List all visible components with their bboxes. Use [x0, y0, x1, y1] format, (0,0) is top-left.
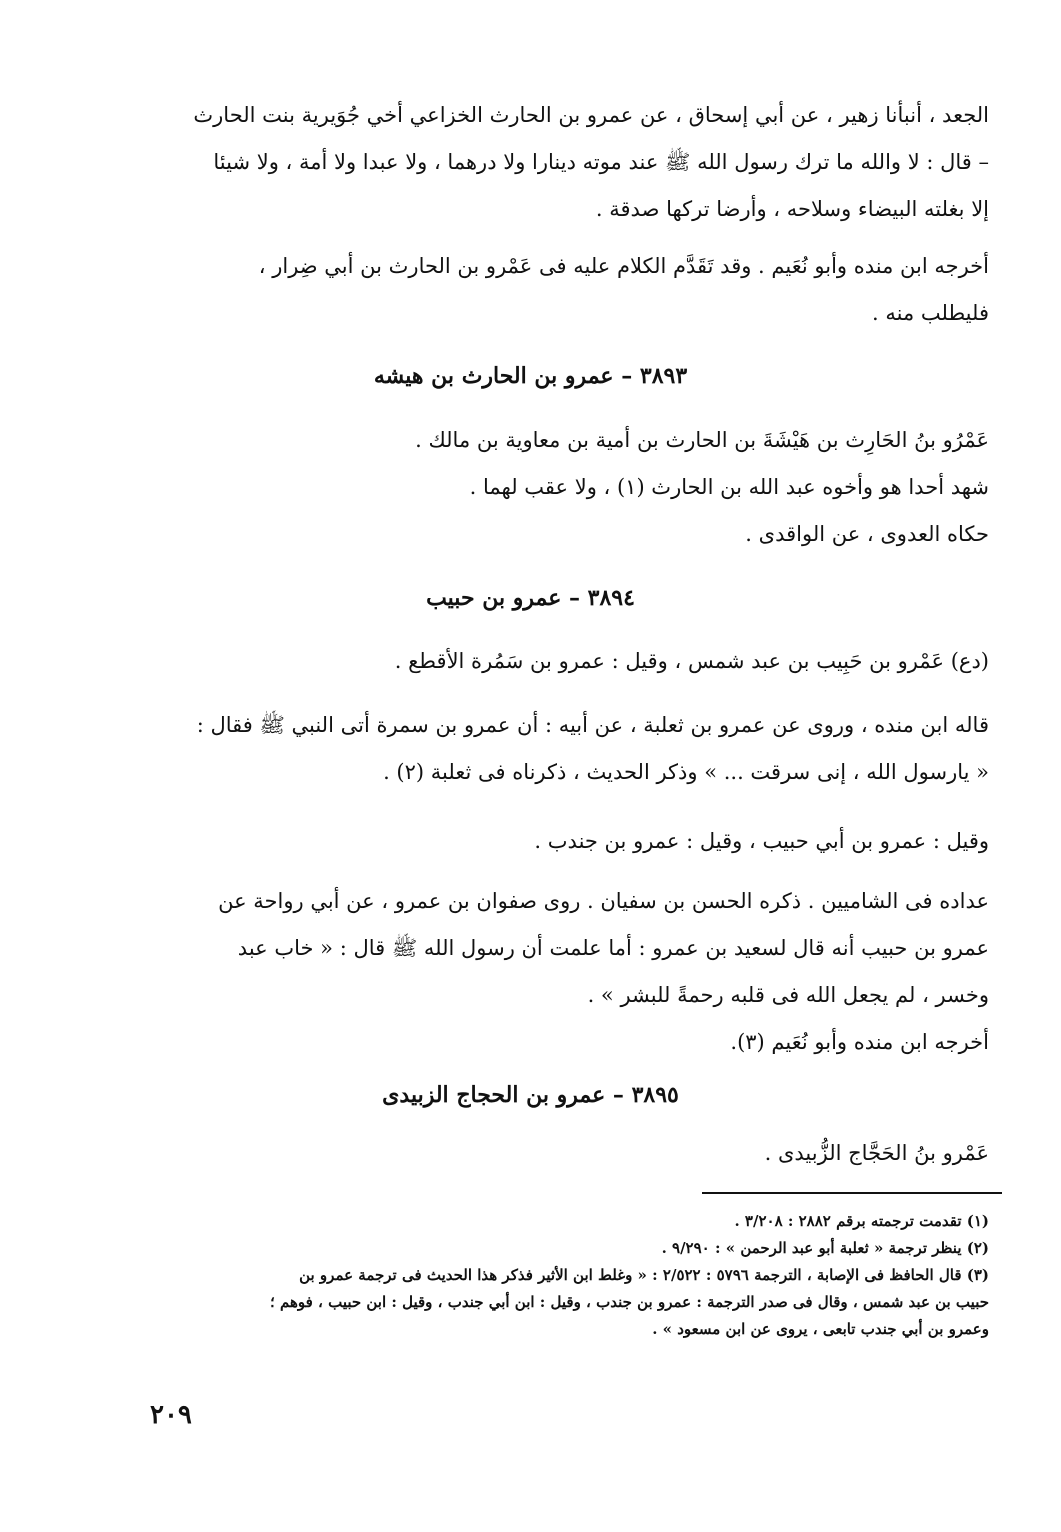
- footnote-line: (٢) ينظر ترجمة « ثعلبة أبو عبد الرحمن » : ٩/٢٩٠ .: [661, 1239, 989, 1257]
- text-line: عمرو بن حبيب أنه قال لسعيد بن عمرو : أما علمت أن رسول الله ﷺ قال : « خاب عبد: [237, 936, 989, 960]
- paragraph-takhrij: [109, 243, 989, 337]
- text-line: وقيل : عمرو بن أبي حبيب ، وقيل : عمرو بن جندب .: [534, 829, 989, 853]
- entry-heading-3895: ٣٨٩٥ – عمرو بن الحجاج الزبيدى: [382, 1082, 679, 1108]
- paragraph-entry-3895: [109, 1130, 989, 1177]
- text-line: وخسر ، لم يجعل الله فى قلبه رحمةً للبشر » .: [587, 983, 989, 1007]
- text-line: (دع) عَمْرو بن حَبِيب بن عبد شمس ، وقيل : عمرو بن سَمُرة الأقطع .: [394, 649, 989, 673]
- paragraph-entry-3894-intro: [109, 638, 989, 685]
- footnote-line: حبيب بن عبد شمس ، وقال فى صدر الترجمة : عمرو بن جندب ، وقيل : ابن أبي جندب ، وقيل : ابن حبيب ، فوهم ؛: [270, 1293, 989, 1311]
- page-number: ٢٠٩: [150, 1400, 192, 1430]
- text-line: عَمْرو بنُ الحَجَّاج الزُّبيدى .: [764, 1141, 989, 1165]
- text-line: الجعد ، أنبأنا زهير ، عن أبي إسحاق ، عن عمرو بن الحارث الخزاعي أخي جُوَيرية بنت الحارث: [193, 103, 989, 127]
- text-line: – قال : لا والله ما ترك رسول الله ﷺ عند موته دينارا ولا درهما ، ولا عبدا ولا أمة ، ولا شيئا: [213, 150, 989, 174]
- text-line: عَمْرُو بنُ الحَارِث بن هَيْشَةَ بن الحارث بن أمية بن معاوية بن مالك .: [415, 428, 989, 452]
- text-line: حكاه العدوى ، عن الواقدى .: [745, 522, 989, 546]
- text-line: إلا بغلته البيضاء وسلاحه ، وأرضا تركها صدقة .: [595, 197, 989, 221]
- footnote-divider: [702, 1192, 1002, 1194]
- footnote-line: (٣) قال الحافظ فى الإصابة ، الترجمة ٥٧٩٦ : ٢/٥٢٢ : « وغلط ابن الأثير فذكر هذا الحديث فى ترجمة عمرو بن: [299, 1266, 989, 1284]
- text-line: عداده فى الشاميين . ذكره الحسن بن سفيان . روى صفوان بن عمرو ، عن أبي رواحة عن: [218, 889, 989, 913]
- paragraph-hadith: [109, 92, 989, 233]
- footnote-line: وعمرو بن أبي جندب تابعى ، يروى عن ابن مسعود » .: [652, 1320, 989, 1338]
- footnote-line: (١) تقدمت ترجمته برقم ٢٨٨٢ : ٣/٢٠٨ .: [734, 1212, 989, 1230]
- paragraph-entry-3894-narration: [109, 878, 989, 1066]
- text-line: فليطلب منه .: [872, 301, 989, 325]
- paragraph-entry-3894-hadith: [109, 702, 989, 796]
- paragraph-entry-3894-variants: [109, 818, 989, 865]
- text-line: أخرجه ابن منده وأبو نُعَيم (٣).: [730, 1030, 989, 1054]
- paragraph-entry-3893: [109, 417, 989, 558]
- entry-heading-3893: ٣٨٩٣ – عمرو بن الحارث بن هيشه: [373, 363, 688, 389]
- text-line: شهد أحدا هو وأخوه عبد الله بن الحارث (١) ، ولا عقب لهما .: [469, 475, 989, 499]
- text-line: « يارسول الله ، إنى سرقت ... » وذكر الحديث ، ذكرناه فى ثعلبة (٢) .: [383, 760, 989, 784]
- footnotes: [109, 1208, 989, 1343]
- entry-heading-3894: ٣٨٩٤ – عمرو بن حبيب: [426, 585, 635, 611]
- text-line: أخرجه ابن منده وأبو نُعَيم . وقد تَقَدَّم الكلام عليه فى عَمْرو بن الحارث بن أبي ضِرار ،: [258, 254, 989, 278]
- text-line: قاله ابن منده ، وروى عن عمرو بن ثعلبة ، عن أبيه : أن عمرو بن سمرة أتى النبي ﷺ فقال :: [196, 713, 989, 737]
